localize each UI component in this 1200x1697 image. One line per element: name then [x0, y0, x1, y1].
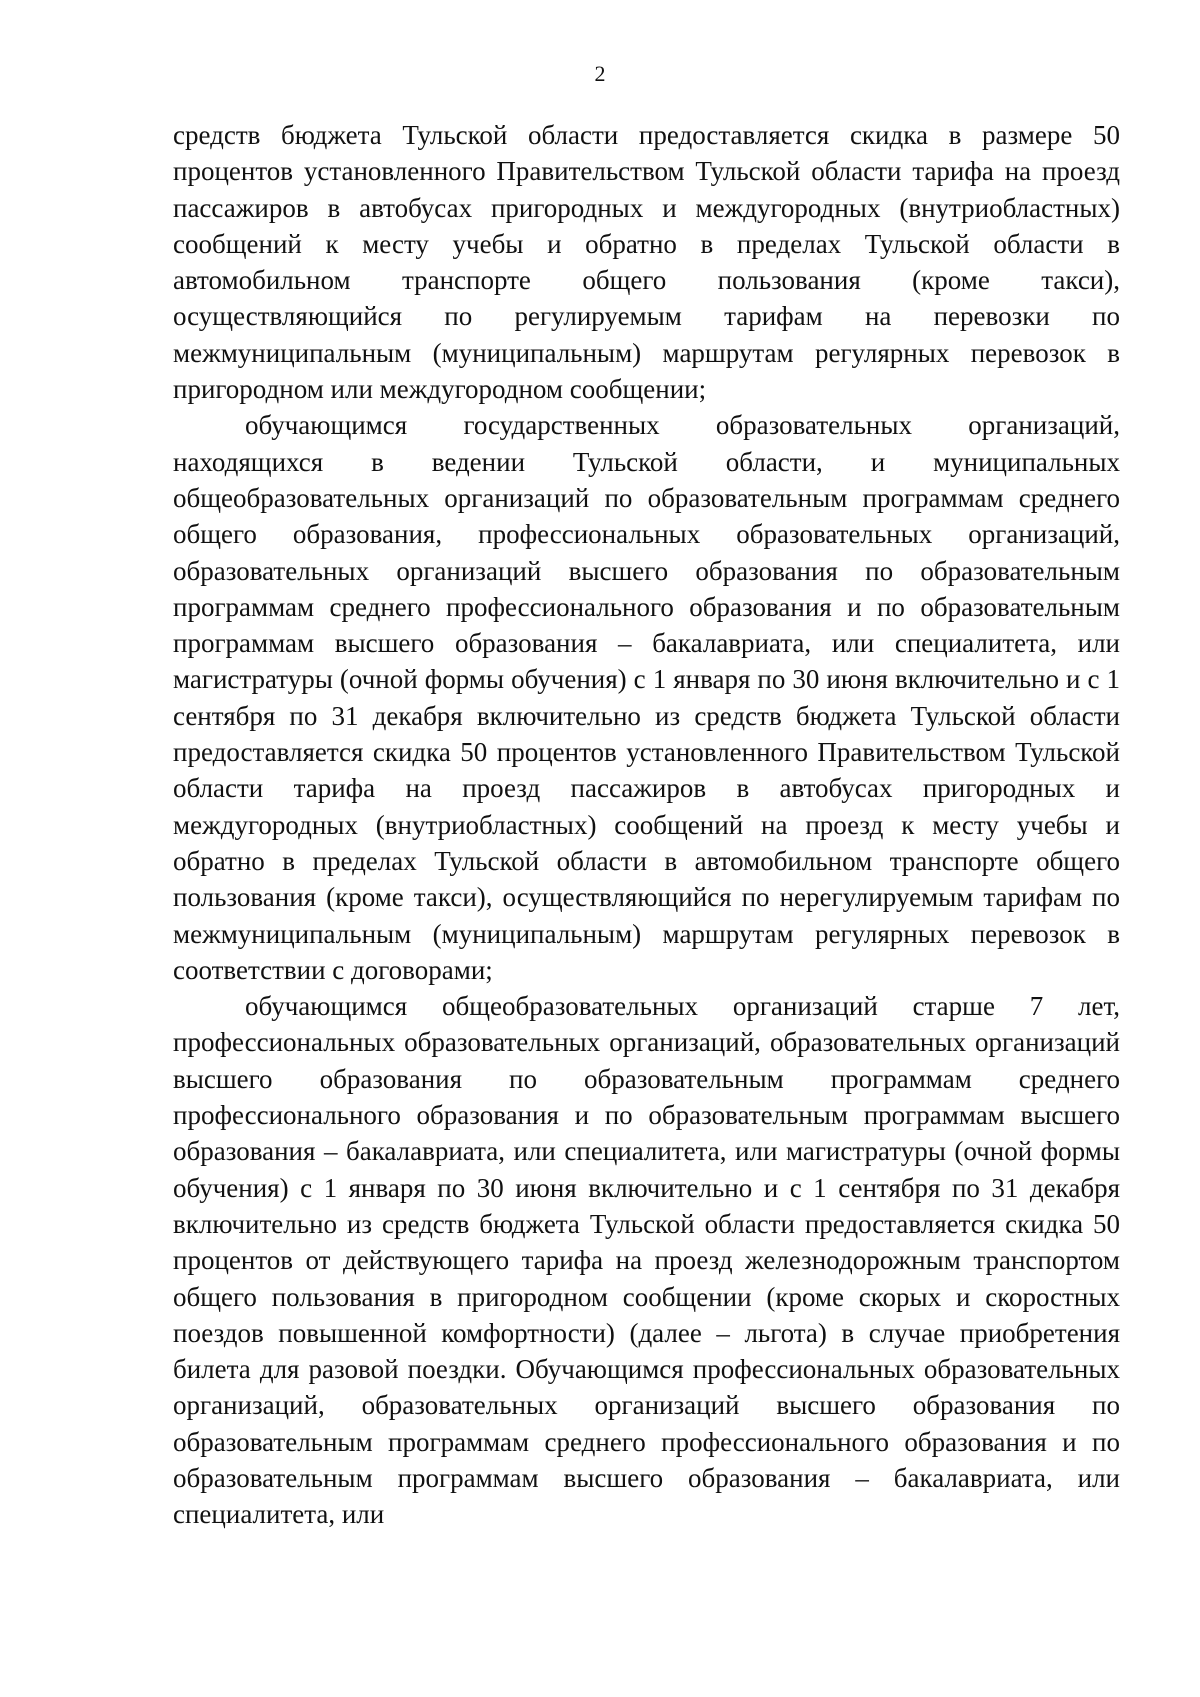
page-number: 2 [594, 61, 606, 86]
paragraph-state-organizations-bus: обучающимся государственных образовательных организаций, находящихся в ведении Тульской области, и муниципальных общеобразовательных организаций по образовательным программам среднего общего образования, профессиональных образовательных организаций, образовательных организаций высшего образования по образовательным программам среднего профессионального образования и по образовательным программам высшего образования – бакалавриата, или специалитета, или магистратуры (очной формы обучения) с 1 января по 30 июня включительно и с 1 сентября по 31 декабря включительно из средств бюджета Тульской области предоставляется скидка 50 процентов установленного Правительством Тульской области тарифа на проезд пассажиров в автобусах пригородных и междугородных (внутриобластных) сообщений на проезд к месту учебы и обратно в пределах Тульской области в автомобильном транспорте общего пользования (кроме такси), осуществляющийся по нерегулируемым тарифам по межмуниципальным (муниципальным) маршрутам регулярных перевозок в соответствии с договорами; [173, 410, 1120, 985]
paragraph-continued: средств бюджета Тульской области предоставляется скидка в размере 50 процентов установленного Правительством Тульской области тарифа на проезд пассажиров в автобусах пригородных и междугородных (внутриобластных) сообщений к месту учебы и обратно в пределах Тульской области в автомобильном транспорте общего пользования (кроме такси), осуществляющийся по регулируемым тарифам на перевозки по межмуниципальным (муниципальным) маршрутам регулярных перевозок в пригородном или междугородном сообщении; [173, 120, 1120, 405]
paragraph-railway-discount: обучающимся общеобразовательных организаций старше 7 лет, профессиональных образовательных организаций, образовательных организаций высшего образования по образовательным программам среднего профессионального образования и по образовательным программам высшего образования – бакалавриата, или специалитета, или магистратуры (очной формы обучения) с 1 января по 30 июня включительно и с 1 сентября по 31 декабря включительно из средств бюджета Тульской области предоставляется скидка 50 процентов от действующего тарифа на проезд железнодорожным транспортом общего пользования в пригородном сообщении (кроме скорых и скоростных поездов повышенной комфортности) (далее – льгота) в случае приобретения билета для разовой поездки. Обучающимся профессиональных образовательных организаций, образовательных организаций высшего образования по образовательным программам среднего профессионального образования и по образовательным программам высшего образования – бакалавриата, или специалитета, или [173, 991, 1120, 1530]
document-body [173, 117, 1120, 1533]
